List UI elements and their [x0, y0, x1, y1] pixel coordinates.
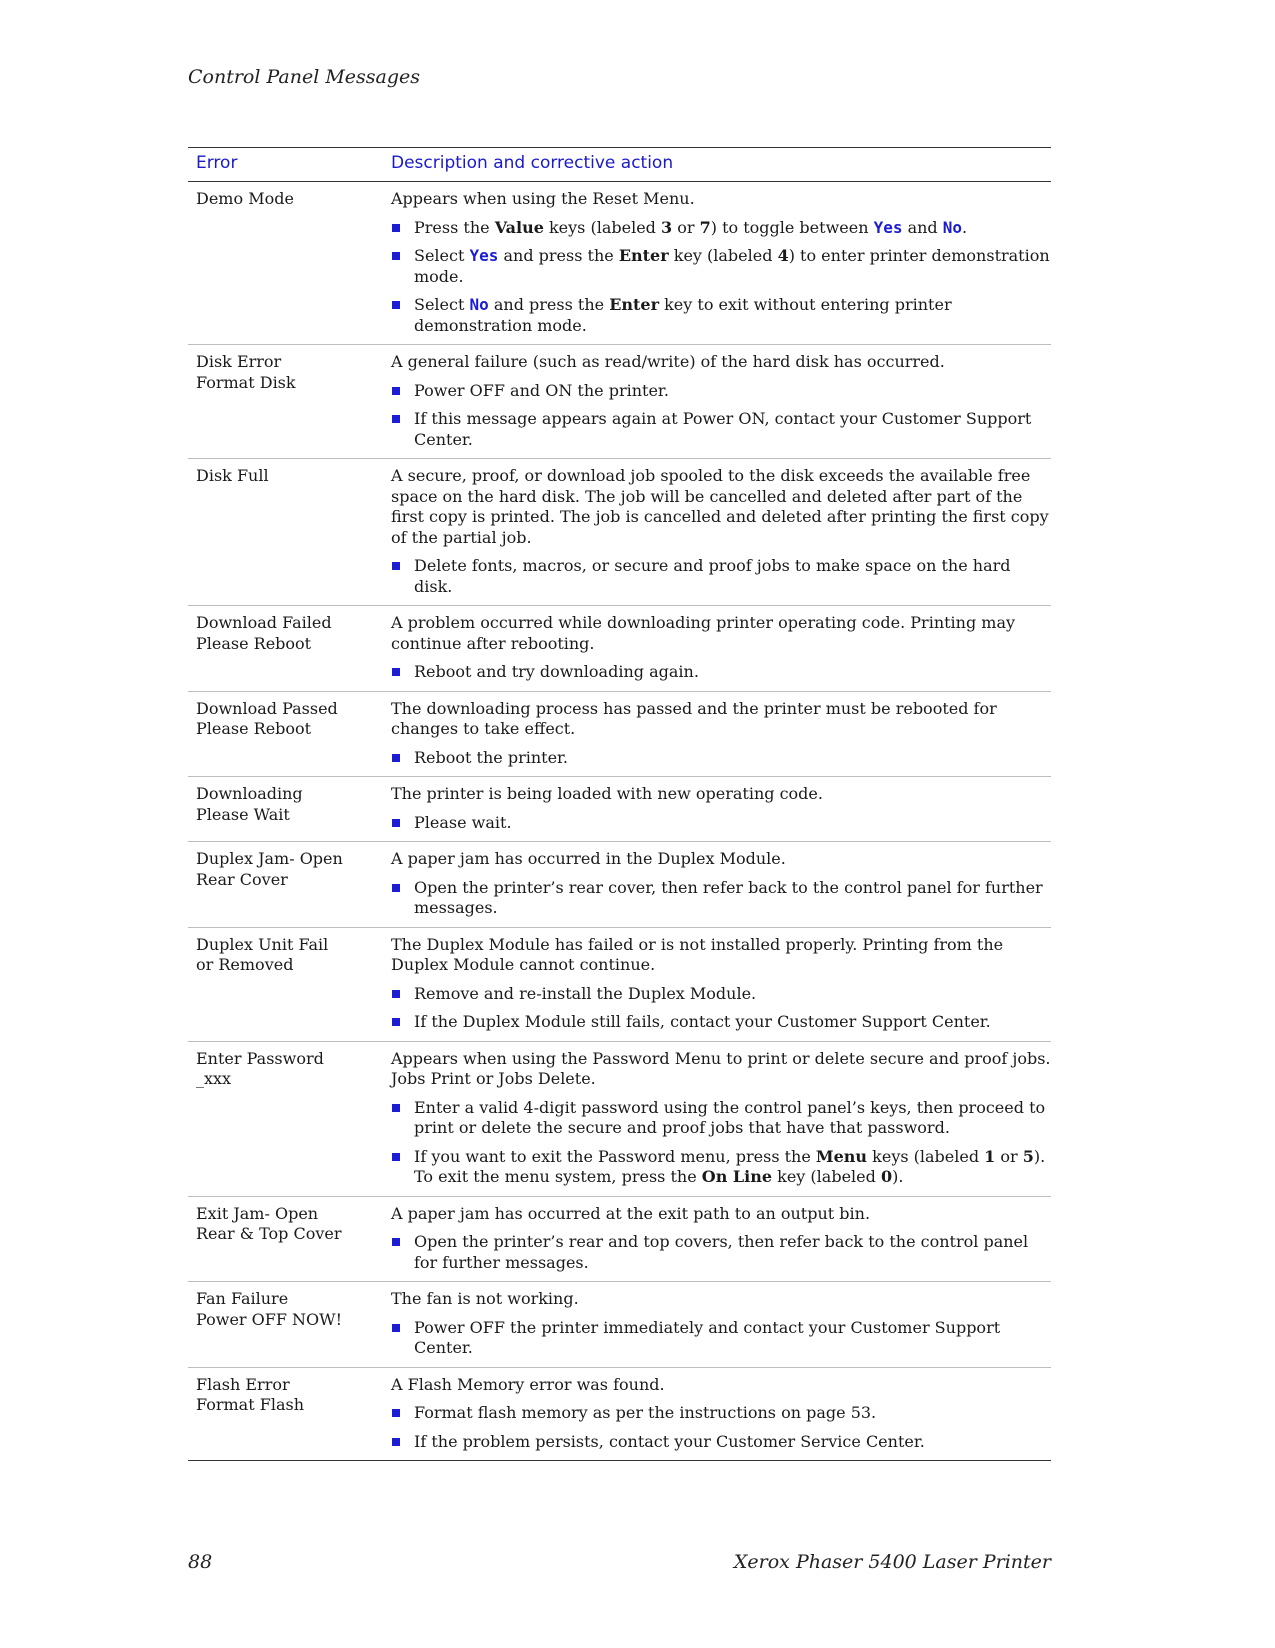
- action-text: keys (labeled: [543, 217, 661, 237]
- table-row: [188, 1196, 1051, 1282]
- description-cell: [383, 1041, 1051, 1196]
- table-header-row: [188, 148, 1051, 182]
- square-bullet-icon: [392, 668, 400, 676]
- description-text: The fan is not working.: [391, 1289, 579, 1308]
- corrective-action-list: [391, 1232, 1051, 1273]
- table-row: [188, 345, 1051, 459]
- key-label-bold: 4: [777, 246, 789, 265]
- action-text: key (labeled: [772, 1167, 881, 1186]
- action-text: ) to toggle between: [710, 217, 874, 237]
- corrective-action-item: [391, 381, 1051, 402]
- corrective-action-item: [391, 984, 1051, 1005]
- action-text: Reboot the printer.: [414, 747, 569, 767]
- key-label-bold: 7: [699, 217, 711, 237]
- key-label-bold: On Line: [701, 1167, 773, 1186]
- table-row: [188, 1282, 1051, 1368]
- error-message-table-container: [188, 147, 1051, 1461]
- corrective-action-list: [391, 748, 1051, 769]
- description-text: The downloading process has passed and the printer must be rebooted for changes to take effect.: [391, 698, 997, 738]
- description-cell: [383, 459, 1051, 606]
- key-label-bold: Enter: [618, 246, 669, 265]
- error-name-line: Format Disk: [196, 372, 296, 392]
- error-cell: [188, 1282, 383, 1368]
- corrective-action-list: [391, 1403, 1051, 1452]
- corrective-action-item: [391, 1147, 1051, 1188]
- corrective-action-list: [391, 381, 1051, 451]
- square-bullet-icon: [392, 1438, 400, 1446]
- action-text: ).: [892, 1167, 904, 1186]
- corrective-action-item: [391, 1098, 1051, 1139]
- error-cell: [188, 842, 383, 928]
- page-number: 88: [188, 1551, 213, 1573]
- square-bullet-icon: [392, 1238, 400, 1246]
- corrective-action-item: [391, 1232, 1051, 1273]
- square-bullet-icon: [392, 1104, 400, 1112]
- table-body: [188, 182, 1051, 1461]
- column-header-error: Error: [196, 153, 238, 173]
- action-text: key (labeled: [668, 246, 778, 265]
- table-row: [188, 1041, 1051, 1196]
- description-cell: [383, 1367, 1051, 1461]
- error-name-line: Fan Failure: [196, 1289, 289, 1308]
- table-row: [188, 1367, 1051, 1461]
- error-name-line: or Removed: [196, 955, 294, 974]
- table-row: [188, 777, 1051, 842]
- running-header: Control Panel Messages: [188, 66, 421, 88]
- action-text: and press the: [488, 295, 610, 314]
- description-text: A secure, proof, or download job spooled to the disk exceeds the available free space on the hard disk. The job will be cancelled and deleted after part of the first copy is printed. The job is cancelled and deleted after printing the first copy of the partial job.: [391, 466, 1049, 547]
- key-label-bold: 5: [1022, 1146, 1034, 1166]
- description-cell: [383, 606, 1051, 692]
- square-bullet-icon: [392, 990, 400, 998]
- corrective-action-item: [391, 1318, 1051, 1359]
- description-cell: [383, 691, 1051, 777]
- error-cell: [188, 1196, 383, 1282]
- error-name-line: Duplex Unit Fail: [196, 934, 329, 954]
- key-label-bold: 3: [661, 217, 673, 237]
- description-cell: [383, 182, 1051, 345]
- key-label-bold: Enter: [609, 295, 660, 314]
- square-bullet-icon: [392, 1324, 400, 1332]
- error-cell: [188, 691, 383, 777]
- action-text: and press the: [498, 246, 619, 265]
- action-text: If the Duplex Module still fails, contact your Customer Support Center.: [414, 1012, 991, 1031]
- square-bullet-icon: [392, 301, 400, 309]
- column-header-description: Description and corrective action: [391, 153, 674, 173]
- action-text: Format flash memory as per the instructions on page 53.: [414, 1403, 877, 1422]
- action-text: and: [902, 217, 943, 237]
- action-text: or: [672, 217, 700, 237]
- error-name-line: Duplex Jam- Open: [196, 849, 343, 868]
- corrective-action-item: [391, 556, 1051, 597]
- corrective-action-list: [391, 984, 1051, 1033]
- description-text: A paper jam has occurred at the exit path to an output bin.: [391, 1203, 871, 1223]
- menu-value-code: No: [942, 217, 963, 237]
- action-text: Select: [414, 295, 470, 314]
- corrective-action-item: [391, 748, 1051, 769]
- error-cell: [188, 459, 383, 606]
- description-text: Appears when using the Reset Menu.: [391, 189, 695, 208]
- description-cell: [383, 927, 1051, 1041]
- description-text: A problem occurred while downloading printer operating code. Printing may continue after rebooting.: [391, 613, 1016, 653]
- corrective-action-list: [391, 218, 1051, 337]
- action-text: or: [995, 1146, 1023, 1166]
- error-cell: [188, 1041, 383, 1196]
- corrective-action-list: [391, 1318, 1051, 1359]
- corrective-action-item: [391, 246, 1051, 287]
- action-text: Delete fonts, macros, or secure and proof jobs to make space on the hard disk.: [414, 556, 1011, 596]
- error-name-line: Exit Jam- Open: [196, 1203, 319, 1223]
- error-name-line: Rear Cover: [196, 869, 288, 889]
- corrective-action-item: [391, 1432, 1051, 1453]
- action-text: Reboot and try downloading again.: [414, 662, 699, 681]
- action-text: Open the printer’s rear and top covers, then refer back to the control panel for further messages.: [414, 1232, 1029, 1272]
- description-cell: [383, 1196, 1051, 1282]
- key-label-bold: 1: [984, 1146, 996, 1166]
- table-header: [188, 148, 1051, 182]
- corrective-action-item: [391, 218, 1051, 239]
- error-name-line: Demo Mode: [196, 189, 294, 208]
- error-name-line: Flash Error: [196, 1374, 290, 1394]
- action-text: Select: [414, 246, 470, 265]
- error-cell: [188, 345, 383, 459]
- description-cell: [383, 1282, 1051, 1368]
- corrective-action-item: [391, 1012, 1051, 1033]
- table-row: [188, 606, 1051, 692]
- table-row: [188, 691, 1051, 777]
- square-bullet-icon: [392, 1153, 400, 1161]
- error-name-line: Disk Error: [196, 352, 282, 371]
- description-cell: [383, 777, 1051, 842]
- menu-value-code: No: [469, 295, 489, 314]
- description-cell: [383, 345, 1051, 459]
- description-text: A paper jam has occurred in the Duplex Module.: [391, 849, 786, 868]
- error-cell: [188, 777, 383, 842]
- error-name-line: Enter Password: [196, 1048, 324, 1068]
- square-bullet-icon: [392, 884, 400, 892]
- square-bullet-icon: [392, 754, 400, 762]
- error-name-line: Please Reboot: [196, 719, 312, 738]
- action-text: Open the printer’s rear cover, then refer back to the control panel for further messages.: [414, 877, 1043, 917]
- action-text: ). To exit the menu system, press the: [414, 1146, 1046, 1186]
- key-label-bold: Menu: [815, 1146, 868, 1166]
- corrective-action-list: [391, 1098, 1051, 1188]
- action-text: Please wait.: [414, 812, 512, 832]
- action-text: Power OFF the printer immediately and contact your Customer Support Center.: [414, 1317, 1001, 1357]
- action-text: Press the: [414, 217, 495, 237]
- square-bullet-icon: [392, 1409, 400, 1417]
- key-label-bold: Value: [494, 217, 544, 237]
- action-text: Power OFF and ON the printer.: [414, 380, 669, 400]
- square-bullet-icon: [392, 252, 400, 260]
- action-text: key to exit without entering printer demonstration mode.: [414, 295, 952, 335]
- square-bullet-icon: [392, 819, 400, 827]
- error-name-line: Please Wait: [196, 804, 290, 824]
- corrective-action-list: [391, 556, 1051, 597]
- error-cell: [188, 606, 383, 692]
- error-cell: [188, 927, 383, 1041]
- product-name: Xerox Phaser 5400 Laser Printer: [733, 1551, 1051, 1573]
- table-row: [188, 459, 1051, 606]
- description-text: The printer is being loaded with new operating code.: [391, 784, 823, 803]
- error-cell: [188, 182, 383, 345]
- action-text: ) to enter printer demonstration mode.: [414, 246, 1050, 286]
- table-row: [188, 182, 1051, 345]
- corrective-action-item: [391, 813, 1051, 834]
- corrective-action-item: [391, 409, 1051, 450]
- corrective-action-item: [391, 878, 1051, 919]
- error-cell: [188, 1367, 383, 1461]
- error-name-line: Rear & Top Cover: [196, 1224, 342, 1243]
- action-text: If the problem persists, contact your Customer Service Center.: [414, 1431, 925, 1451]
- error-name-line: Downloading: [196, 784, 303, 803]
- action-text: keys (labeled: [867, 1146, 985, 1166]
- description-cell: [383, 842, 1051, 928]
- error-name-line: Power OFF NOW!: [196, 1309, 343, 1329]
- error-name-line: Format Flash: [196, 1395, 305, 1414]
- action-text: Remove and re-install the Duplex Module.: [414, 983, 757, 1003]
- description-text: A Flash Memory error was found.: [391, 1374, 665, 1394]
- square-bullet-icon: [392, 224, 400, 232]
- square-bullet-icon: [392, 387, 400, 395]
- description-text: The Duplex Module has failed or is not installed properly. Printing from the Duplex Module cannot continue.: [391, 934, 1004, 974]
- error-name-line: _xxx: [196, 1069, 232, 1088]
- key-label-bold: 0: [880, 1167, 893, 1186]
- error-name-line: Please Reboot: [196, 633, 312, 653]
- description-text: A general failure (such as read/write) of the hard disk has occurred.: [391, 352, 945, 371]
- error-name-line: Download Failed: [196, 613, 332, 632]
- error-message-table: [188, 147, 1051, 1461]
- menu-value-code: Yes: [469, 246, 499, 265]
- table-row: [188, 927, 1051, 1041]
- square-bullet-icon: [392, 1018, 400, 1026]
- description-text: Appears when using the Password Menu to print or delete secure and proof jobs. Jobs Print or Jobs Delete.: [391, 1048, 1051, 1088]
- corrective-action-item: [391, 662, 1051, 683]
- corrective-action-list: [391, 878, 1051, 919]
- menu-value-code: Yes: [873, 217, 903, 237]
- corrective-action-list: [391, 662, 1051, 683]
- error-name-line: Disk Full: [196, 466, 269, 485]
- corrective-action-list: [391, 813, 1051, 834]
- action-text: If this message appears again at Power ON, contact your Customer Support Center.: [414, 409, 1032, 449]
- square-bullet-icon: [392, 415, 400, 423]
- action-text: .: [962, 217, 968, 237]
- corrective-action-item: [391, 295, 1051, 336]
- corrective-action-item: [391, 1403, 1051, 1424]
- error-name-line: Download Passed: [196, 698, 338, 718]
- action-text: If you want to exit the Password menu, press the: [414, 1146, 816, 1166]
- table-row: [188, 842, 1051, 928]
- action-text: Enter a valid 4-digit password using the control panel’s keys, then proceed to print or delete the secure and proof jobs that have that password.: [414, 1097, 1046, 1137]
- square-bullet-icon: [392, 562, 400, 570]
